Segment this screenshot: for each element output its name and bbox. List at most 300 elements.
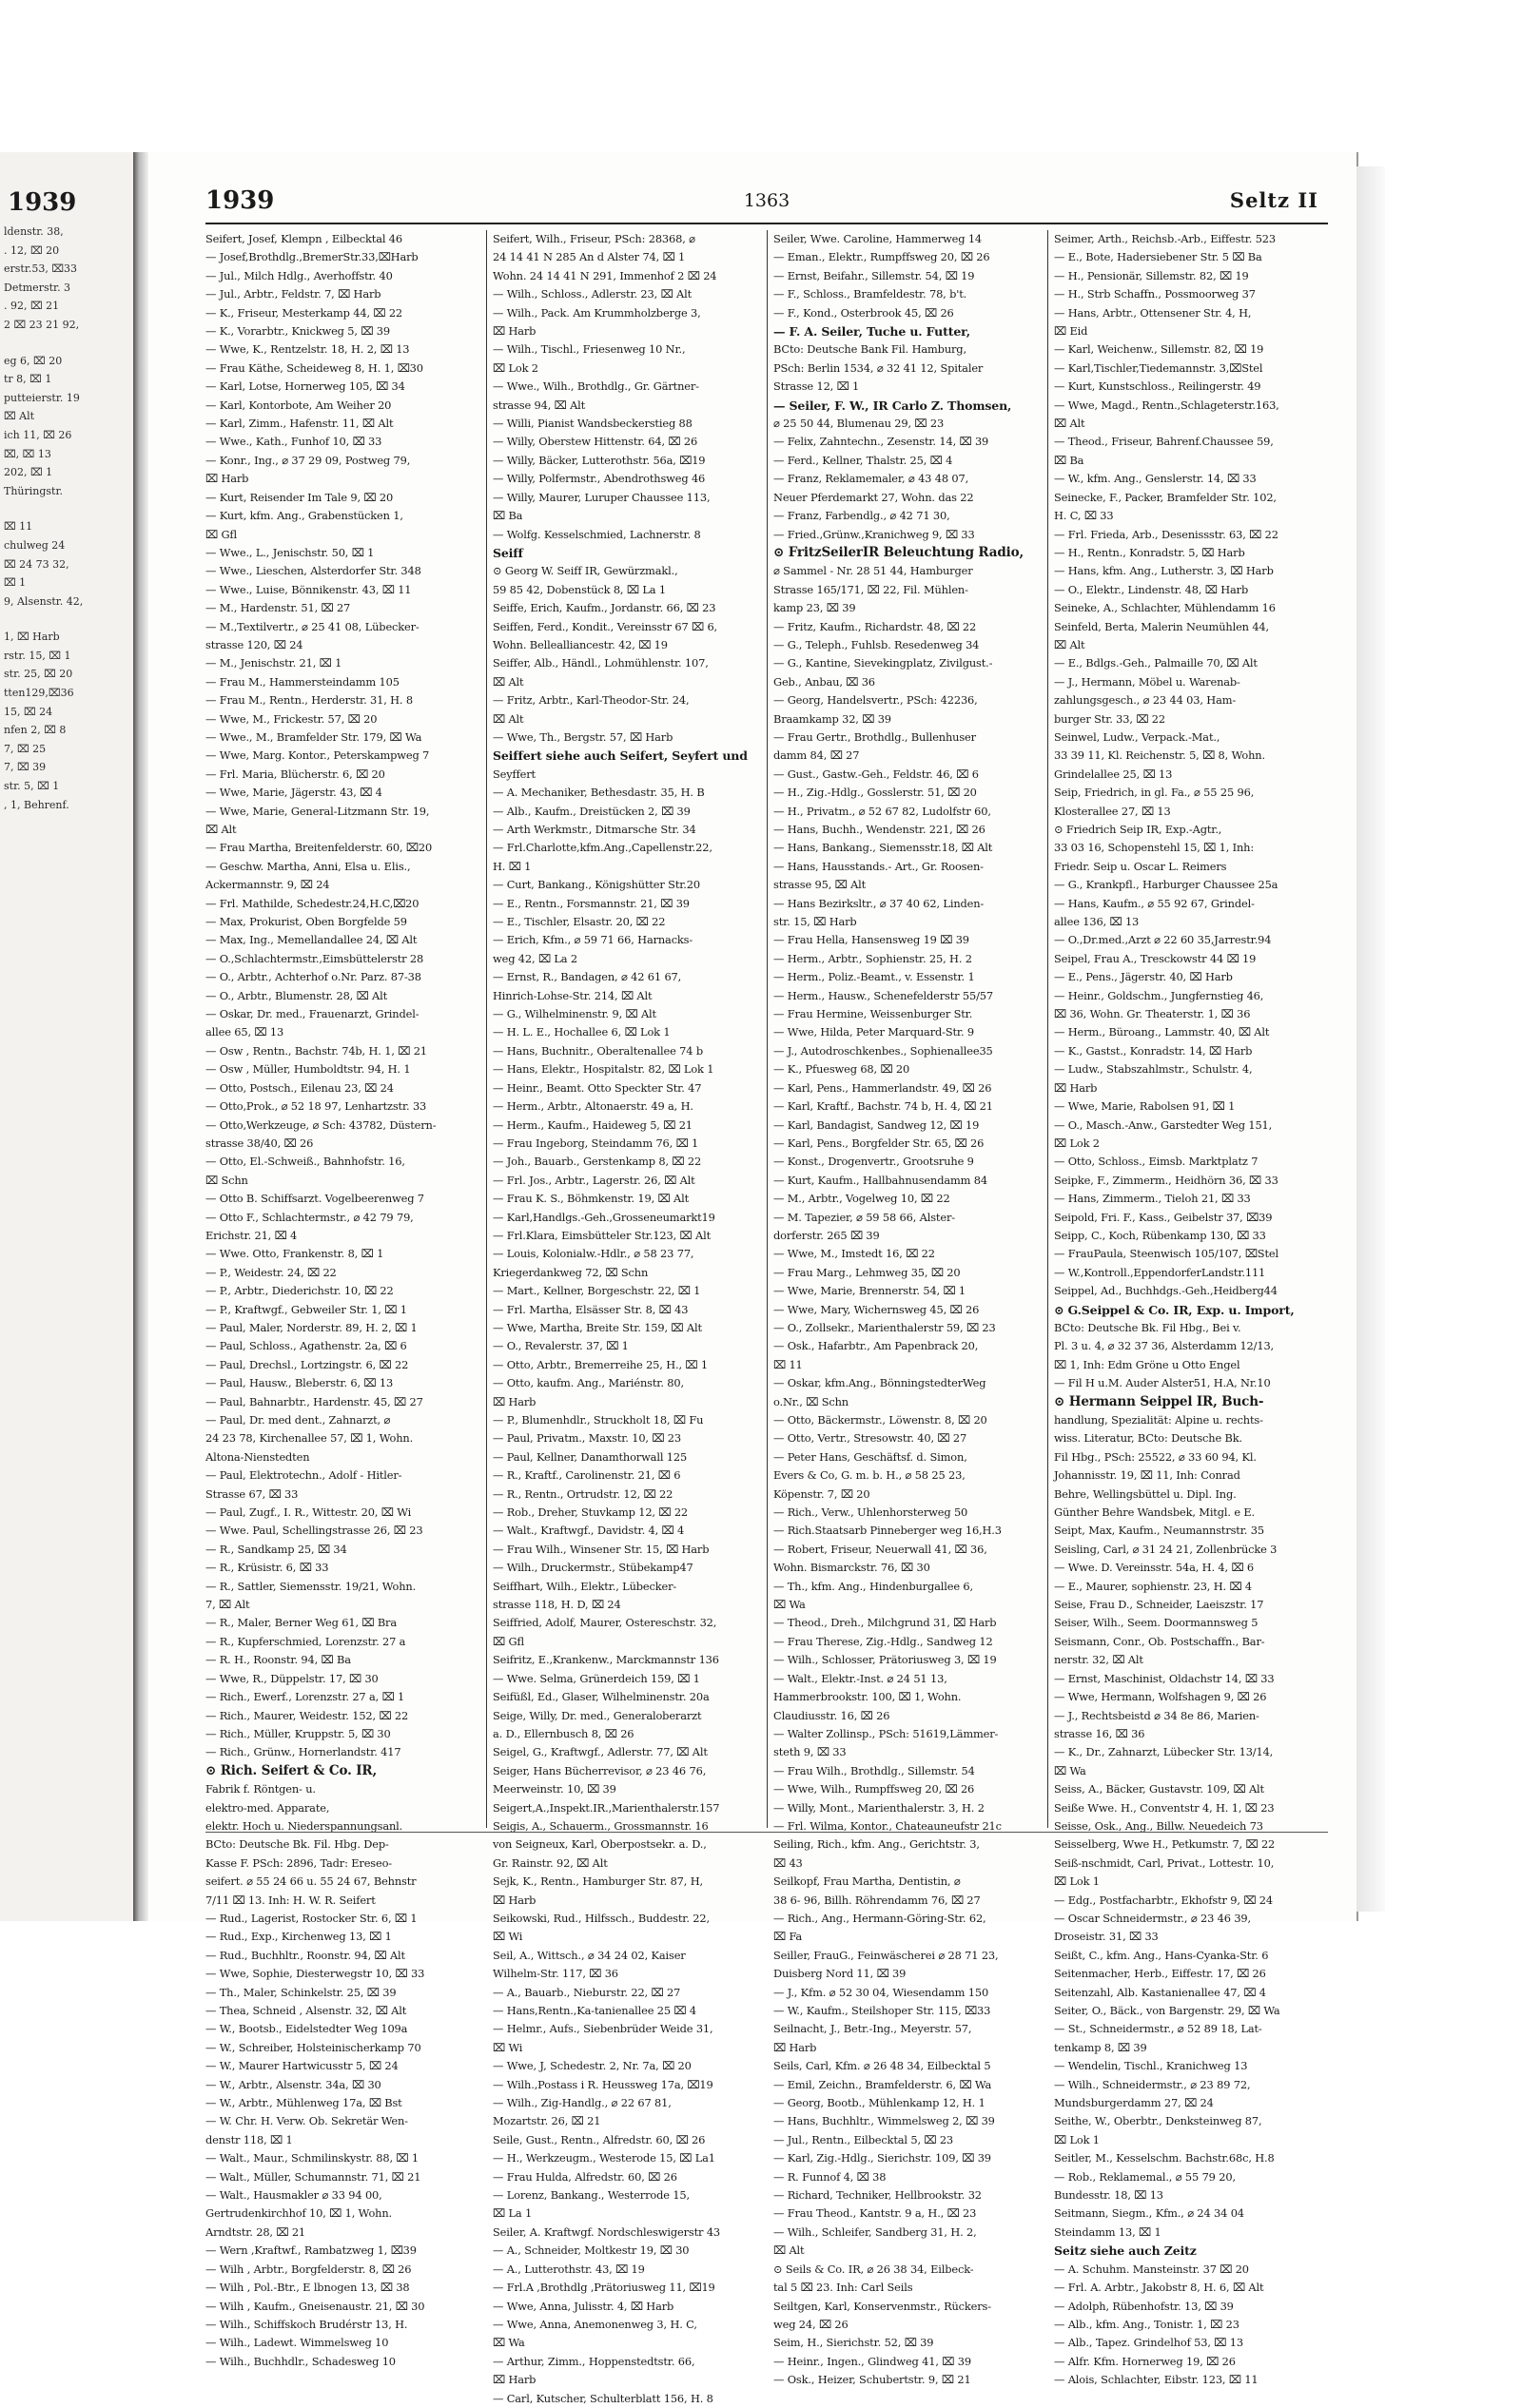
directory-entry: — Wwe., Wilh., Brothdlg., Gr. Gärtner- bbox=[493, 379, 699, 394]
footer-rule bbox=[205, 1832, 1328, 1833]
directory-entry: Droseistr. 31, ⌧ 33 bbox=[1054, 1930, 1159, 1944]
directory-entry: — Oscar Schneidermstr., ⌀ 23 46 39, bbox=[1054, 1911, 1251, 1925]
directory-entry: — Edg., Postfacharbtr., Ekhofstr 9, ⌧ 24 bbox=[1054, 1893, 1273, 1907]
directory-entry: — Robert, Friseur, Neuerwall 41, ⌧ 36, bbox=[773, 1542, 987, 1556]
directory-entry: — Willy, Polfermstr., Abendrothsweg 46 bbox=[493, 472, 706, 486]
directory-entry: ⌧ Ba bbox=[493, 509, 523, 523]
directory-entry: Seipp, C., Koch, Rübenkamp 130, ⌧ 33 bbox=[1054, 1228, 1266, 1242]
directory-entry: Erichstr. 21, ⌧ 4 bbox=[205, 1228, 298, 1242]
left-page-line: Detmerstr. 3 bbox=[4, 281, 71, 294]
directory-entry: — Frau Theod., Kantstr. 9 a, H., ⌧ 23 bbox=[773, 2206, 977, 2221]
directory-entry: — Jul., Milch Hdlg., Averhoffstr. 40 bbox=[205, 268, 393, 282]
directory-entry: — M., Arbtr., Vogelweg 10, ⌧ 22 bbox=[773, 1192, 950, 1206]
directory-entry: — Wilh., Zig-Handlg., ⌀ 22 67 81, bbox=[493, 2096, 672, 2110]
directory-entry: — E., Maurer, sophienstr. 23, H. ⌧ 4 bbox=[1054, 1579, 1253, 1593]
directory-entry: kamp 23, ⌧ 39 bbox=[773, 601, 856, 615]
directory-entry: strasse 118, H. D, ⌧ 24 bbox=[493, 1598, 621, 1612]
directory-entry: Gertrudenkirchhof 10, ⌧ 1, Wohn. bbox=[205, 2206, 393, 2221]
directory-entry: — Th., kfm. Ang., Hindenburgallee 6, bbox=[773, 1579, 973, 1593]
directory-entry: — Karl, Kraftf., Bachstr. 74 b, H. 4, ⌧ 21 bbox=[773, 1099, 993, 1114]
directory-entry: — A., Lutterothstr. 43, ⌧ 19 bbox=[493, 2262, 645, 2276]
directory-entry: — Herm., Hausw., Schenefelderstr 55/57 bbox=[773, 988, 993, 1002]
directory-entry: Seilkopf, Frau Martha, Dentistin, ⌀ bbox=[773, 1874, 961, 1889]
directory-entry: tal 5 ⌧ 23. Inh: Carl Seils bbox=[773, 2281, 913, 2295]
directory-entry: — Hans, kfm. Ang., Lutherstr. 3, ⌧ Harb bbox=[1054, 564, 1274, 578]
left-page-line: nfen 2, ⌧ 8 bbox=[4, 724, 67, 737]
directory-entry: — Walt., Maur., Schmilinskystr. 88, ⌧ 1 bbox=[205, 2151, 419, 2165]
directory-entry: — Rich., Ewerf., Lorenzstr. 27 a, ⌧ 1 bbox=[205, 1690, 405, 1704]
directory-entry: — Helmr., Aufs., Siebenbrüder Weide 31, bbox=[493, 2022, 713, 2036]
directory-entry: — Wilh., Schiffskoch Brudérstr 13, H. bbox=[205, 2317, 408, 2331]
directory-entry: Seim, H., Sierichstr. 52, ⌧ 39 bbox=[773, 2336, 934, 2350]
directory-entry: — Louis, Kolonialw.-Hdlr., ⌀ 58 23 77, bbox=[493, 1247, 694, 1261]
directory-entry: — O., Masch.-Anw., Garstedter Weg 151, bbox=[1054, 1117, 1273, 1132]
directory-entry: — Wwe, Marg. Kontor., Peterskampweg 7 bbox=[205, 748, 430, 763]
directory-entry: — Arthur, Zimm., Hoppenstedtstr. 66, bbox=[493, 2354, 695, 2368]
directory-entry: — H., Pensionär, Sillemstr. 82, ⌧ 19 bbox=[1054, 268, 1249, 282]
directory-entry: — R., Krüsistr. 6, ⌧ 33 bbox=[205, 1561, 329, 1575]
directory-entry: — Geschw. Martha, Anni, Elsa u. Elis., bbox=[205, 859, 411, 873]
directory-entry: ⊙ G.Seippel & Co. IR, Exp. u. Import, bbox=[1054, 1302, 1295, 1317]
directory-entry: 33 39 11, Kl. Reichenstr. 5, ⌧ 8, Wohn. bbox=[1054, 748, 1265, 763]
page-edge bbox=[1356, 166, 1385, 1912]
directory-entry: ⌧ Alt bbox=[773, 2243, 805, 2258]
directory-entry: — Franz, Farbendlg., ⌀ 42 71 30, bbox=[773, 509, 950, 523]
directory-entry: — Wwe, Wilh., Rumpffsweg 20, ⌧ 26 bbox=[773, 1782, 975, 1796]
directory-entry: — FrauPaula, Steenwisch 105/107, ⌧Stel bbox=[1054, 1247, 1278, 1261]
directory-entry: Fabrik f. Röntgen- u. bbox=[205, 1782, 316, 1796]
directory-entry: Seipke, F., Zimmerm., Heidhörn 36, ⌧ 33 bbox=[1054, 1173, 1278, 1187]
directory-entry: — Georg, Handelsvertr., PSch: 42236, bbox=[773, 693, 978, 708]
directory-entry: — E., Rentn., Forsmannstr. 21, ⌧ 39 bbox=[493, 896, 690, 910]
directory-entry: — Heinr., Ingen., Glindweg 41, ⌧ 39 bbox=[773, 2354, 971, 2368]
directory-entry: — Frau M., Rentn., Herderstr. 31, H. 8 bbox=[205, 693, 413, 708]
directory-entry: — W., Kaufm., Steilshoper Str. 115, ⌧33 bbox=[773, 2004, 991, 2017]
left-page-line: str. 25, ⌧ 20 bbox=[4, 668, 73, 681]
directory-entry: — Wilh., Schloss., Adlerstr. 23, ⌧ Alt bbox=[493, 287, 693, 301]
directory-entry: — Oskar, kfm.Ang., BönningstedterWeg bbox=[773, 1376, 986, 1390]
directory-entry: Seiling, Rich., kfm. Ang., Gerichtstr. 3, bbox=[773, 1837, 980, 1852]
directory-entry: — Josef,Brothdlg.,BremerStr.33,⌧Harb bbox=[205, 250, 419, 264]
directory-entry: handlung, Spezialität: Alpine u. rechts- bbox=[1054, 1413, 1263, 1427]
left-page-line: ⌧, ⌧ 13 bbox=[4, 447, 51, 460]
directory-entry: — Franz, Reklamemaler, ⌀ 43 48 07, bbox=[773, 472, 969, 486]
directory-entry: 24 14 41 N 285 An d Alster 74, ⌧ 1 bbox=[493, 250, 686, 264]
left-page-line: eg 6, ⌧ 20 bbox=[4, 354, 63, 367]
directory-entry: Altona-Nienstedten bbox=[205, 1449, 310, 1464]
directory-entry: — Frl.A ,Brothdlg ,Prätoriusweg 11, ⌧19 bbox=[493, 2281, 715, 2295]
directory-entry: — M., Jenischstr. 21, ⌧ 1 bbox=[205, 656, 342, 670]
directory-entry: Seiter, O., Bäck., von Bargenstr. 29, ⌧ Wa bbox=[1054, 2004, 1280, 2017]
directory-entry: — Rob., Reklamemal., ⌀ 55 79 20, bbox=[1054, 2169, 1236, 2184]
directory-entry: Seifüßl, Ed., Glaser, Wilhelminenstr. 20a bbox=[493, 1690, 710, 1704]
directory-entry: — Rud., Buchhltr., Roonstr. 94, ⌧ Alt bbox=[205, 1948, 405, 1962]
directory-entry: — Wwe, K., Rentzelstr. 18, H. 2, ⌧ 13 bbox=[205, 342, 410, 357]
left-page-line: ⌧ 24 73 32, bbox=[4, 557, 69, 571]
directory-entry: — W., Arbtr., Alsenstr. 34a, ⌧ 30 bbox=[205, 2077, 381, 2091]
directory-entry: — Wilh., Pack. Am Krummholzberge 3, bbox=[493, 305, 701, 320]
directory-entry: Seinfeld, Berta, Malerin Neumühlen 44, bbox=[1054, 619, 1269, 633]
directory-entry: — Alois, Schlachter, Eibstr. 123, ⌧ 11 bbox=[1054, 2373, 1259, 2387]
directory-entry: 7/11 ⌧ 13. Inh: H. W. R. Seifert bbox=[205, 1893, 376, 1907]
left-page-line: putteierstr. 19 bbox=[4, 391, 80, 404]
directory-entry: — A. Schuhm. Mansteinstr. 37 ⌧ 20 bbox=[1054, 2262, 1249, 2276]
directory-entry: — Paul, Kellner, Danamthorwall 125 bbox=[493, 1449, 688, 1464]
directory-entry: — Kurt, Kaufm., Hallbahnusendamm 84 bbox=[773, 1173, 987, 1187]
directory-entry: — Th., Maler, Schinkelstr. 25, ⌧ 39 bbox=[205, 1985, 397, 1999]
directory-entry: von Seigneux, Karl, Oberpostsekr. a. D., bbox=[493, 1837, 707, 1852]
directory-entry: Strasse 165/171, ⌧ 22, Fil. Mühlen- bbox=[773, 582, 968, 596]
directory-entry: — Hans,Rentn.,Ka-tanienallee 25 ⌧ 4 bbox=[493, 2004, 696, 2017]
directory-entry: — Richard, Techniker, Hellbrookstr. 32 bbox=[773, 2188, 982, 2203]
directory-entry: ⌧ Lok 1 bbox=[1054, 2132, 1100, 2146]
directory-entry: — P., Arbtr., Diederichstr. 10, ⌧ 22 bbox=[205, 1284, 394, 1298]
left-page-line: 1, ⌧ Harb bbox=[4, 631, 60, 644]
directory-entry: ⌧ Harb bbox=[493, 1893, 537, 1907]
directory-entry: — Jul., Rentn., Eilbecktal 5, ⌧ 23 bbox=[773, 2132, 954, 2146]
directory-entry: Seiler, A. Kraftwgf. Nordschleswigerstr 43 bbox=[493, 2224, 721, 2239]
directory-entry: — Wwe, Martha, Breite Str. 159, ⌧ Alt bbox=[493, 1320, 702, 1334]
directory-entry: — J., Rechtsbeistd ⌀ 34 8e 86, Marien- bbox=[1054, 1708, 1259, 1722]
directory-entry: ⌧ Eid bbox=[1054, 324, 1088, 339]
directory-entry: — Hans, Arbtr., Ottensener Str. 4, H, bbox=[1054, 305, 1252, 320]
left-page-year: 1939 bbox=[8, 188, 77, 217]
directory-entry: Mundsburgerdamm 27, ⌧ 24 bbox=[1054, 2096, 1214, 2110]
directory-entry: Seisselberg, Wwe H., Petkumstr. 7, ⌧ 22 bbox=[1054, 1837, 1276, 1852]
directory-entry: Duisberg Nord 11, ⌧ 39 bbox=[773, 1967, 907, 1981]
directory-entry: — F., Kond., Osterbrook 45, ⌧ 26 bbox=[773, 305, 954, 320]
directory-entry: Wohn. Bismarckstr. 76, ⌧ 30 bbox=[773, 1561, 930, 1575]
directory-entry: H. ⌧ 1 bbox=[493, 859, 532, 873]
directory-entry: — Frau Hella, Hansensweg 19 ⌧ 39 bbox=[773, 933, 969, 947]
directory-entry: strasse 16, ⌧ 36 bbox=[1054, 1726, 1145, 1740]
left-page-line: ⌧ 1 bbox=[4, 576, 27, 590]
directory-entry: Strasse 67, ⌧ 33 bbox=[205, 1486, 299, 1501]
directory-entry: — Paul, Bahnarbtr., Hardenstr. 45, ⌧ 27 bbox=[205, 1394, 423, 1408]
directory-entry: — O., Zollsekr., Marienthalerstr 59, ⌧ 23 bbox=[773, 1320, 996, 1334]
directory-entry: Seiffen, Ferd., Kondit., Vereinsstr 67 ⌧ 6, bbox=[493, 619, 718, 633]
directory-entry: — Frl. Mathilde, Schedestr.24,H.C,⌧20 bbox=[205, 896, 420, 910]
directory-entry: — Ernst, Beifahr., Sillemstr. 54, ⌧ 19 bbox=[773, 268, 975, 282]
directory-entry: Seiffer, Alb., Händl., Lohmühlenstr. 107, bbox=[493, 656, 709, 670]
directory-entry: ⌧ Gfl bbox=[493, 1634, 524, 1648]
directory-entry: Seitz siehe auch Zeitz bbox=[1054, 2243, 1197, 2259]
directory-entry: burger Str. 33, ⌧ 22 bbox=[1054, 711, 1165, 726]
directory-entry: — Wwe, M., Imstedt 16, ⌧ 22 bbox=[773, 1247, 935, 1261]
directory-entry: — Rob., Dreher, Stuvkamp 12, ⌧ 22 bbox=[493, 1505, 689, 1520]
directory-entry: — F. A. Seiler, Tuche u. Futter, bbox=[773, 324, 970, 340]
left-page-line: erstr.53, ⌧33 bbox=[4, 262, 78, 276]
directory-entry: ⌧ 11 bbox=[773, 1357, 803, 1371]
directory-entry: Hammerbrookstr. 100, ⌧ 1, Wohn. bbox=[773, 1690, 962, 1704]
directory-entry: — Otto F., Schlachtermstr., ⌀ 42 79 79, bbox=[205, 1210, 414, 1224]
directory-entry: allee 65, ⌧ 13 bbox=[205, 1025, 284, 1039]
directory-entry: Seineke, A., Schlachter, Mühlendamm 16 bbox=[1054, 601, 1276, 615]
directory-entry: — Max, Ing., Memellandallee 24, ⌧ Alt bbox=[205, 933, 418, 947]
directory-entry: — Rich., Grünw., Hornerlandstr. 417 bbox=[205, 1745, 401, 1759]
directory-entry: — Rich.Staatsarb Pinneberger weg 16,H.3 bbox=[773, 1524, 1002, 1538]
directory-entry: — Hans, Elektr., Hospitalstr. 82, ⌧ Lok 1 bbox=[493, 1062, 714, 1077]
directory-entry: — Wwe. D. Vereinsstr. 54a, H. 4, ⌧ 6 bbox=[1054, 1561, 1254, 1575]
directory-entry: 7, ⌧ Alt bbox=[205, 1598, 250, 1612]
directory-entry: — Wwe, Marie, General-Litzmann Str. 19, bbox=[205, 804, 430, 818]
directory-entry: — R., Sattler, Siemensstr. 19/21, Wohn. bbox=[205, 1579, 417, 1593]
directory-entry: — Wilh., Buchhdlr., Schadesweg 10 bbox=[205, 2354, 396, 2368]
directory-entry: Kriegerdankweg 72, ⌧ Schn bbox=[493, 1265, 649, 1279]
directory-entry: — Walt., Elektr.-Inst. ⌀ 24 51 13, bbox=[773, 1671, 947, 1685]
column-1 bbox=[205, 230, 486, 2368]
directory-entry: — F., Schloss., Bramfeldestr. 78, b't. bbox=[773, 287, 967, 301]
directory-entry: — Frl. Martha, Elsässer Str. 8, ⌧ 43 bbox=[493, 1302, 689, 1316]
directory-entry: Seiltgen, Karl, Konservenmstr., Rückers- bbox=[773, 2299, 991, 2313]
directory-entry: — Frau Hulda, Alfredstr. 60, ⌧ 26 bbox=[493, 2169, 677, 2184]
directory-entry: — R., Rentn., Ortrudstr. 12, ⌧ 22 bbox=[493, 1486, 673, 1501]
directory-entry: — Wwe, Marie, Rabolsen 91, ⌧ 1 bbox=[1054, 1099, 1236, 1114]
directory-entry: Seitenmacher, Herb., Eiffestr. 17, ⌧ 26 bbox=[1054, 1967, 1266, 1981]
directory-entry: — Otto,Werkzeuge, ⌀ Sch: 43782, Düstern- bbox=[205, 1117, 437, 1132]
directory-entry: — Hans, Hausstands.- Art., Gr. Roosen- bbox=[773, 859, 984, 873]
directory-entry: — Herm., Kaufm., Haideweg 5, ⌧ 21 bbox=[493, 1117, 693, 1132]
directory-entry: Johannisstr. 19, ⌧ 11, Inh: Conrad bbox=[1054, 1468, 1240, 1483]
directory-entry: ⊙ Hermann Seippel IR, Buch- bbox=[1054, 1393, 1264, 1409]
directory-entry: Seiss, A., Bäcker, Gustavstr. 109, ⌧ Alt bbox=[1054, 1782, 1264, 1796]
directory-entry: ⌧ Wi bbox=[493, 1930, 523, 1944]
directory-entry: — K., Friseur, Mesterkamp 44, ⌧ 22 bbox=[205, 305, 403, 320]
directory-entry: — Alb., Tapez. Grindelhof 53, ⌧ 13 bbox=[1054, 2336, 1243, 2350]
directory-entry: ⌧ Fa bbox=[773, 1930, 803, 1944]
directory-entry: — Wwe., Luise, Bönnikenstr. 43, ⌧ 11 bbox=[205, 582, 412, 596]
left-page-line: Thüringstr. bbox=[4, 484, 64, 497]
directory-entry: Seißt, C., kfm. Ang., Hans-Cyanka-Str. 6 bbox=[1054, 1948, 1269, 1962]
directory-entry: Seitmann, Siegm., Kfm., ⌀ 24 34 04 bbox=[1054, 2206, 1244, 2221]
directory-entry: — Rich., Maurer, Weidestr. 152, ⌧ 22 bbox=[205, 1708, 409, 1722]
directory-entry: — Erich, Kfm., ⌀ 59 71 66, Harnacks- bbox=[493, 933, 693, 947]
directory-entry: Seiffe, Erich, Kaufm., Jordanstr. 66, ⌧ 23 bbox=[493, 601, 716, 615]
directory-entry: — Willy, Mont., Marienthalerstr. 3, H. 2 bbox=[773, 1800, 985, 1815]
directory-entry: strasse 95, ⌧ Alt bbox=[773, 878, 867, 892]
directory-entry: PSch: Berlin 1534, ⌀ 32 41 12, Spitaler bbox=[773, 360, 984, 375]
directory-entry: — R. Funnof 4, ⌧ 38 bbox=[773, 2169, 887, 2184]
directory-entry: — G., Kantine, Sievekingplatz, Zivilgust.- bbox=[773, 656, 993, 670]
directory-entry: ⌧ Lok 1 bbox=[1054, 1874, 1100, 1889]
left-page-line bbox=[0, 500, 133, 517]
left-page-line: tr 8, ⌧ 1 bbox=[4, 373, 52, 386]
left-page-line bbox=[0, 611, 133, 628]
directory-entry: — Willy, Bäcker, Lutterothstr. 56a, ⌧19 bbox=[493, 453, 706, 467]
directory-entry: — W. Chr. H. Verw. Ob. Sekretär Wen- bbox=[205, 2114, 408, 2128]
directory-entry: Geb., Anbau, ⌧ 36 bbox=[773, 674, 875, 689]
directory-entry: — Walt., Kraftwgf., Davidstr. 4, ⌧ 4 bbox=[493, 1524, 685, 1538]
directory-entry: — Wwe., Kath., Funhof 10, ⌧ 33 bbox=[205, 435, 382, 449]
directory-entry: — O., Revalerstr. 37, ⌧ 1 bbox=[493, 1339, 629, 1353]
directory-entry: ⌧ Harb bbox=[493, 2373, 537, 2387]
directory-entry: — Wwe, J, Schedestr. 2, Nr. 7a, ⌧ 20 bbox=[493, 2059, 692, 2073]
directory-entry: — Otto, Arbtr., Bremerreihe 25, H., ⌧ 1 bbox=[493, 1357, 708, 1371]
directory-entry: Seitler, M., Kesselschm. Bachstr.68c, H.8 bbox=[1054, 2151, 1275, 2165]
directory-entry: — Walter Zollinsp., PSch: 51619,Lämmer- bbox=[773, 1726, 999, 1740]
directory-entry: — Wilh , Kaufm., Gneisenaustr. 21, ⌧ 30 bbox=[205, 2299, 425, 2313]
directory-entry: strasse 120, ⌧ 24 bbox=[205, 637, 303, 651]
directory-entry: ⌧ Alt bbox=[493, 711, 524, 726]
left-page-line: 7, ⌧ 25 bbox=[4, 742, 47, 755]
directory-entry: — Ernst, R., Bandagen, ⌀ 42 61 67, bbox=[493, 970, 682, 984]
directory-entry: strasse 38/40, ⌧ 26 bbox=[205, 1136, 314, 1150]
directory-entry: — Rich., Müller, Kruppstr. 5, ⌧ 30 bbox=[205, 1726, 391, 1740]
directory-entry: Fil Hbg., PSch: 25522, ⌀ 33 60 94, Kl. bbox=[1054, 1449, 1257, 1464]
directory-entry: — Wwe, M., Frickestr. 57, ⌧ 20 bbox=[205, 711, 378, 726]
directory-entry: Seils, Carl, Kfm. ⌀ 26 48 34, Eilbecktal 5 bbox=[773, 2059, 991, 2073]
directory-entry: — Frl. Frieda, Arb., Desenissstr. 63, ⌧ 22 bbox=[1054, 527, 1278, 541]
directory-entry: — H., Rentn., Konradstr. 5, ⌧ Harb bbox=[1054, 545, 1245, 559]
directory-entry: Seile, Gust., Rentn., Alfredstr. 60, ⌧ 26 bbox=[493, 2132, 706, 2146]
left-page-line: rstr. 15, ⌧ 1 bbox=[4, 649, 71, 662]
directory-entry: — Wilh , Pol.-Btr., E lbnogen 13, ⌧ 38 bbox=[205, 2281, 410, 2295]
directory-entry: — Hans, Buchh., Wendenstr. 221, ⌧ 26 bbox=[773, 823, 985, 836]
directory-entry: — Wwe. Paul, Schellingstrasse 26, ⌧ 23 bbox=[205, 1524, 423, 1538]
directory-entry: ⌧ 36, Wohn. Gr. Theaterstr. 1, ⌧ 36 bbox=[1054, 1007, 1251, 1021]
directory-entry: — Osw , Rentn., Bachstr. 74b, H. 1, ⌧ 21 bbox=[205, 1043, 427, 1058]
directory-entry: strasse 94, ⌧ Alt bbox=[493, 398, 586, 412]
directory-entry: — W.,Kontroll.,EppendorferLandstr.111 bbox=[1054, 1265, 1266, 1279]
directory-entry: — M.,Textilvertr., ⌀ 25 41 08, Lübecker- bbox=[205, 619, 420, 633]
directory-entry: — Alb., Kaufm., Dreistücken 2, ⌧ 39 bbox=[493, 804, 691, 818]
directory-entry: ⌧ Harb bbox=[205, 472, 249, 486]
directory-entry: Seiller, FrauG., Feinwäscherei ⌀ 28 71 23, bbox=[773, 1948, 999, 1962]
directory-entry: — Adolph, Rübenhofstr. 13, ⌧ 39 bbox=[1054, 2299, 1234, 2313]
directory-entry: — Arth Werkmstr., Ditmarsche Str. 34 bbox=[493, 823, 696, 836]
left-page-line: , 1, Behrenf. bbox=[4, 798, 69, 811]
directory-entry: — Ernst, Maschinist, Oldachstr 14, ⌧ 33 bbox=[1054, 1671, 1275, 1685]
directory-entry: — Otto,Prok., ⌀ 52 18 97, Lenhartzstr. 33 bbox=[205, 1099, 427, 1114]
directory-entry: ⌧ Ba bbox=[1054, 453, 1084, 467]
left-page-line: ich 11, ⌧ 26 bbox=[4, 428, 72, 441]
directory-entry: ⌧ Lok 2 bbox=[493, 360, 538, 375]
directory-entry: — R., Maler, Berner Weg 61, ⌧ Bra bbox=[205, 1616, 397, 1630]
left-page-line: chulweg 24 bbox=[4, 538, 66, 552]
directory-entry: — Frau Hermine, Weissenburger Str. bbox=[773, 1007, 973, 1021]
directory-entry: ⌧ 43 bbox=[773, 1855, 803, 1870]
directory-entry: Hinrich-Lohse-Str. 214, ⌧ Alt bbox=[493, 988, 653, 1002]
directory-entry: — Karl, Pens., Borgfelder Str. 65, ⌧ 26 bbox=[773, 1136, 985, 1150]
directory-entry: ⌧ Gfl bbox=[205, 527, 237, 541]
directory-entry: — Osk., Heizer, Schubertstr. 9, ⌧ 21 bbox=[773, 2373, 971, 2387]
directory-entry: — Wwe. Selma, Grünerdeich 159, ⌧ 1 bbox=[493, 1671, 700, 1685]
directory-entry: — Wilh.,Postass i R. Heussweg 17a, ⌧19 bbox=[493, 2077, 713, 2091]
directory-entry: — Karl,Tischler,Tiedemannstr. 3,⌧Stel bbox=[1054, 360, 1263, 375]
directory-entry: — Frau Gertr., Brothdlg., Bullenhuser bbox=[773, 729, 976, 744]
directory-entry: — Otto B. Schiffsarzt. Vogelbeerenweg 7 bbox=[205, 1192, 424, 1206]
directory-entry: — Wilh., Ladewt. Wimmelsweg 10 bbox=[205, 2336, 389, 2350]
directory-entry: Günther Behre Wandsbek, Mitgl. e E. bbox=[1054, 1505, 1256, 1520]
left-page-line: str. 5, ⌧ 1 bbox=[4, 780, 60, 793]
directory-entry: — Wwe, Hilda, Peter Marquard-Str. 9 bbox=[773, 1025, 974, 1039]
directory-entry: — H., Werkzeugm., Westerode 15, ⌧ La1 bbox=[493, 2151, 715, 2165]
directory-entry: BCto: Deutsche Bk. Fil Hbg., Bei v. bbox=[1054, 1320, 1241, 1334]
directory-entry: — Frau M., Hammersteindamm 105 bbox=[205, 674, 400, 689]
directory-entry: — Gust., Gastw.-Geh., Feldstr. 46, ⌧ 6 bbox=[773, 767, 979, 781]
directory-entry: ⌧ Harb bbox=[493, 1394, 537, 1408]
directory-entry: — Frau Martha, Breitenfelderstr. 60, ⌧20 bbox=[205, 841, 433, 855]
directory-entry: — J., Autodroschkenbes., Sophienallee35 bbox=[773, 1043, 993, 1058]
directory-entry: — M., Hardenstr. 51, ⌧ 27 bbox=[205, 601, 351, 615]
directory-entry: weg 42, ⌧ La 2 bbox=[493, 951, 578, 965]
directory-entry: — Fil H u.M. Auder Alster51, H.A, Nr.10 bbox=[1054, 1376, 1271, 1390]
directory-entry: Seiler, Wwe. Caroline, Hammerweg 14 bbox=[773, 232, 983, 245]
left-page-line: ⌧ Alt bbox=[4, 410, 35, 423]
directory-entry: — Frl. Jos., Arbtr., Lagerstr. 26, ⌧ Alt bbox=[493, 1173, 695, 1187]
header-rule bbox=[205, 223, 1328, 224]
directory-entry: — Carl, Kutscher, Schulterblatt 156, H. 8 bbox=[493, 2391, 713, 2405]
directory-entry: — Osk., Hafarbtr., Am Papenbrack 20, bbox=[773, 1339, 979, 1353]
directory-entry: — O.,Schlachtermstr.,Eimsbüttelerstr 28 bbox=[205, 951, 424, 965]
directory-entry: 33 03 16, Schopenstehl 15, ⌧ 1, Inh: bbox=[1054, 841, 1255, 855]
directory-entry: Behre, Wellingsbüttel u. Dipl. Ing. bbox=[1054, 1486, 1237, 1501]
directory-entry: — Hans, Buchhltr., Wimmelsweg 2, ⌧ 39 bbox=[773, 2114, 995, 2128]
directory-entry: — Ludw., Stabszahlmstr., Schulstr. 4, bbox=[1054, 1062, 1253, 1077]
directory-entry: — Fritz, Kaufm., Richardstr. 48, ⌧ 22 bbox=[773, 619, 977, 633]
directory-entry: allee 136, ⌧ 13 bbox=[1054, 915, 1140, 929]
directory-entry: — Fried.,Grünw.,Kranichweg 9, ⌧ 33 bbox=[773, 527, 975, 541]
directory-entry: — Wwe, Marie, Jägerstr. 43, ⌧ 4 bbox=[205, 786, 382, 800]
directory-entry: Seise, Frau D., Schneider, Laeiszstr. 17 bbox=[1054, 1598, 1264, 1612]
directory-entry: Seisse, Osk., Ang., Billw. Neuedeich 73 bbox=[1054, 1818, 1263, 1833]
directory-entry: Seipt, Max, Kaufm., Neumannstrstr. 35 bbox=[1054, 1524, 1264, 1538]
directory-entry: Neuer Pferdemarkt 27, Wohn. das 22 bbox=[773, 490, 974, 504]
left-page-line: ldenstr. 38, bbox=[4, 225, 64, 238]
directory-entry: Seilnacht, J., Betr.-Ing., Meyerstr. 57, bbox=[773, 2022, 972, 2036]
directory-entry: — W., Schreiber, Holsteinischerkamp 70 bbox=[205, 2040, 421, 2054]
directory-entry: Seippel, Ad., Buchhdgs.-Geh.,Heidberg44 bbox=[1054, 1284, 1278, 1298]
directory-entry: Klosterallee 27, ⌧ 13 bbox=[1054, 804, 1171, 818]
directory-entry: Friedr. Seip u. Oscar L. Reimers bbox=[1054, 859, 1227, 873]
left-page-line bbox=[0, 335, 133, 352]
directory-entry: — G., Wilhelminenstr. 9, ⌧ Alt bbox=[493, 1007, 656, 1021]
directory-entry: Seipold, Fri. F., Kass., Geibelstr 37, ⌧39 bbox=[1054, 1210, 1273, 1224]
directory-entry: — Wwe., Lieschen, Alsterdorfer Str. 348 bbox=[205, 564, 421, 578]
directory-entry: — Joh., Bauarb., Gerstenkamp 8, ⌧ 22 bbox=[493, 1155, 702, 1169]
directory-entry: Seiße Wwe. H., Conventstr 4, H. 1, ⌧ 23 bbox=[1054, 1800, 1275, 1815]
directory-entry: — Wilh., Druckermstr., Stübekamp47 bbox=[493, 1561, 693, 1575]
directory-entry: — Otto, Vertr., Stresowstr. 40, ⌧ 27 bbox=[773, 1431, 967, 1446]
directory-entry: — K., Pfuesweg 68, ⌧ 20 bbox=[773, 1062, 910, 1077]
directory-entry: — Seiler, F. W., IR Carlo Z. Thomsen, bbox=[773, 398, 1012, 413]
directory-entry: — Heinr., Beamt. Otto Speckter Str. 47 bbox=[493, 1080, 702, 1095]
directory-entry: Seiffhart, Wilh., Elektr., Lübecker- bbox=[493, 1579, 677, 1593]
directory-entry: — Osw , Müller, Humboldtstr. 94, H. 1 bbox=[205, 1062, 411, 1077]
directory-entry: — Frau Wilh., Brothdlg., Sillemstr. 54 bbox=[773, 1763, 975, 1777]
directory-entry: — H. L. E., Hochallee 6, ⌧ Lok 1 bbox=[493, 1025, 671, 1039]
directory-entry: — Wilh , Arbtr., Borgfelderstr. 8, ⌧ 26 bbox=[205, 2262, 412, 2276]
directory-entry: — P., Kraftwgf., Gebweiler Str. 1, ⌧ 1 bbox=[205, 1302, 407, 1316]
directory-entry: — Paul, Hausw., Bleberstr. 6, ⌧ 13 bbox=[205, 1376, 394, 1390]
directory-entry: — Hans, Kaufm., ⌀ 55 92 67, Grindel- bbox=[1054, 896, 1255, 910]
directory-entry: — M. Tapezier, ⌀ 59 58 66, Alster- bbox=[773, 1210, 955, 1224]
directory-entry: ⊙ FritzSeilerIR Beleuchtung Radio, bbox=[773, 544, 1024, 560]
directory-entry: nerstr. 32, ⌧ Alt bbox=[1054, 1653, 1143, 1667]
directory-entry: Seige, Willy, Dr. med., Generaloberarzt bbox=[493, 1708, 702, 1722]
directory-entry: — A., Schneider, Moltkestr 19, ⌧ 30 bbox=[493, 2243, 690, 2258]
directory-entry: — Georg, Bootb., Mühlenkamp 12, H. 1 bbox=[773, 2096, 985, 2110]
directory-entry: Mozartstr. 26, ⌧ 21 bbox=[493, 2114, 601, 2128]
directory-entry: — Konst., Drogenvertr., Grootsruhe 9 bbox=[773, 1155, 974, 1169]
column-4 bbox=[1047, 230, 1328, 2387]
page-header bbox=[205, 186, 1328, 224]
directory-entry: ⌧ Alt bbox=[493, 674, 524, 689]
directory-entry: Claudiusstr. 16, ⌧ 26 bbox=[773, 1708, 890, 1722]
directory-entry: Seinecke, F., Packer, Bramfelder Str. 102, bbox=[1054, 490, 1277, 504]
directory-entry: Steindamm 13, ⌧ 1 bbox=[1054, 2224, 1161, 2239]
directory-entry: — Kurt, Reisender Im Tale 9, ⌧ 20 bbox=[205, 490, 394, 504]
